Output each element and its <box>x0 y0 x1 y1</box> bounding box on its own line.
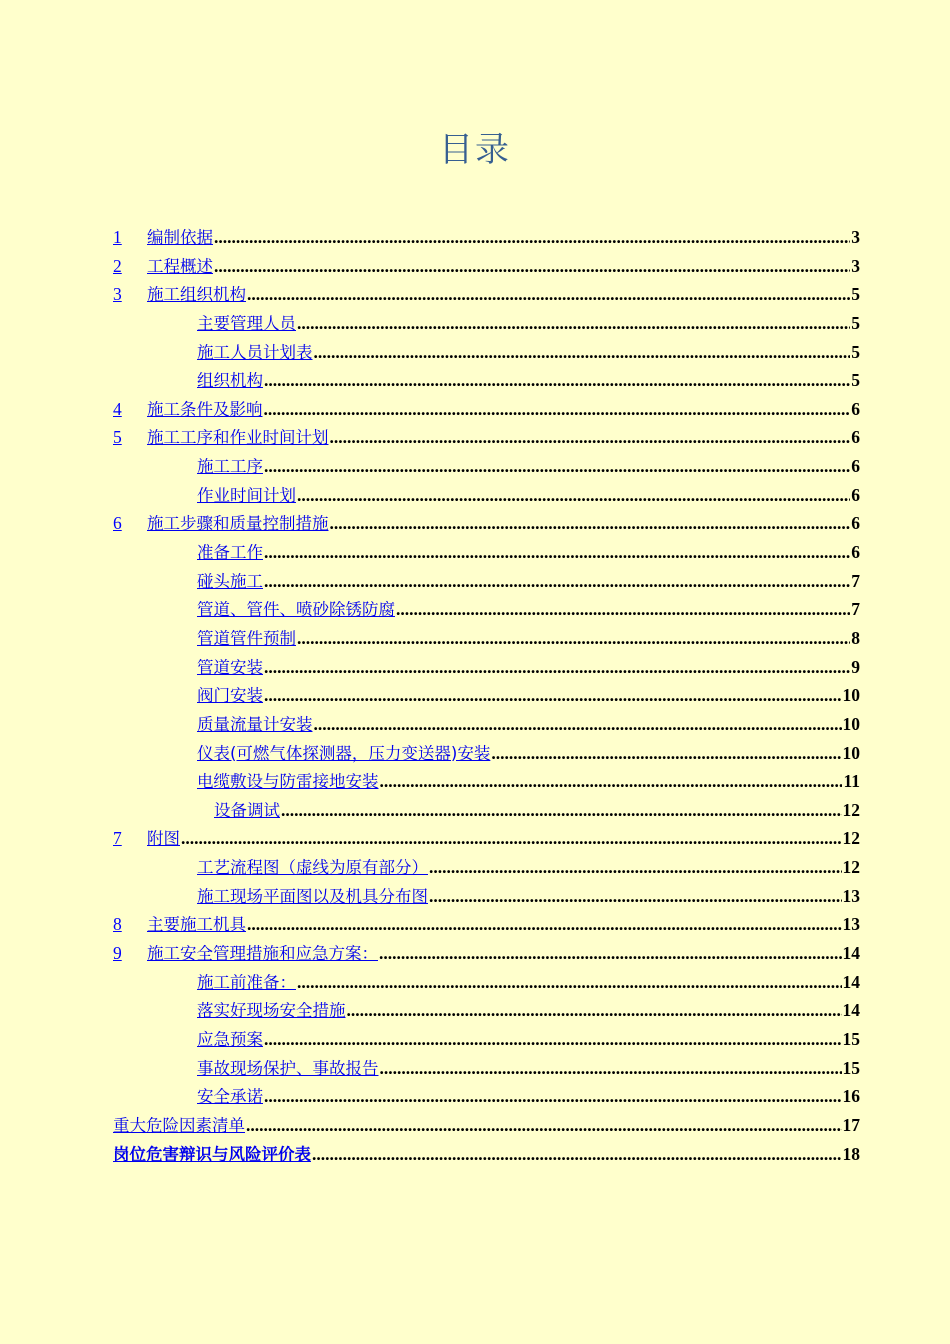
toc-entry-link[interactable]: 施工人员计划表 <box>197 342 313 362</box>
toc-entry[interactable] <box>113 768 860 797</box>
toc-leader-dots <box>429 857 842 878</box>
toc-page-number: 5 <box>851 312 860 333</box>
toc-page-number: 7 <box>851 570 860 591</box>
toc-page-number: 5 <box>851 341 860 362</box>
toc-leader-dots <box>330 427 851 448</box>
toc-entry-number[interactable]: 5 <box>113 427 122 448</box>
toc-leader-dots <box>264 657 850 678</box>
toc-entry-link[interactable]: 施工条件及影响 <box>147 399 263 419</box>
toc-leader-dots <box>347 1000 842 1021</box>
toc-entry[interactable] <box>113 224 860 253</box>
toc-entry-link[interactable]: 碰头施工 <box>197 571 263 591</box>
toc-entry-link[interactable]: 质量流量计安装 <box>197 714 313 734</box>
toc-entry-number[interactable]: 4 <box>113 398 122 419</box>
toc-page-number: 14 <box>842 1000 860 1021</box>
toc-page-number: 14 <box>842 971 860 992</box>
toc-entry-link[interactable]: 重大危险因素清单 <box>113 1115 245 1135</box>
toc-entry[interactable] <box>113 997 860 1026</box>
toc-entry-link[interactable]: 主要施工机具 <box>147 915 246 935</box>
toc-entry-link[interactable]: 组织机构 <box>197 371 263 391</box>
toc-entry[interactable] <box>113 539 860 568</box>
toc-page-number: 17 <box>842 1114 860 1135</box>
toc-entry[interactable] <box>113 253 860 282</box>
toc-entry-link[interactable]: 落实好现场安全措施 <box>197 1001 346 1021</box>
toc-entry-number[interactable]: 9 <box>113 943 122 964</box>
toc-page-number: 10 <box>842 685 860 706</box>
toc-page-number: 14 <box>842 943 860 964</box>
toc-page-number: 6 <box>851 398 860 419</box>
toc-entry[interactable] <box>113 453 860 482</box>
toc-entry[interactable] <box>113 510 860 539</box>
toc-entry-link[interactable]: 施工步骤和质量控制措施 <box>147 514 329 534</box>
toc-page-number: 8 <box>851 627 860 648</box>
toc-entry[interactable] <box>113 854 860 883</box>
toc-entry[interactable] <box>113 940 860 969</box>
toc-entry-link[interactable]: 管道管件预制 <box>197 628 296 648</box>
toc-entry-link[interactable]: 管道、管件、喷砂除锈防腐 <box>197 600 395 620</box>
toc-page-number: 10 <box>842 742 860 763</box>
toc-leader-dots <box>281 800 842 821</box>
toc-leader-dots <box>297 485 850 506</box>
toc-entry-number[interactable]: 8 <box>113 914 122 935</box>
toc-leader-dots <box>264 399 851 420</box>
toc-entry[interactable] <box>113 682 860 711</box>
toc-entry-link[interactable]: 设备调试 <box>214 800 280 820</box>
toc-leader-dots <box>429 886 842 907</box>
toc-page-number: 5 <box>851 284 860 305</box>
toc-entry-link[interactable]: 应急预案 <box>197 1029 263 1049</box>
page-title: 目录 <box>439 130 511 170</box>
toc-entry[interactable] <box>113 396 860 425</box>
toc-entry[interactable] <box>113 825 860 854</box>
toc-entry[interactable] <box>113 339 860 368</box>
toc-leader-dots <box>264 1086 842 1107</box>
toc-entry-link[interactable]: 施工安全管理措施和应急方案： <box>147 944 378 964</box>
toc-leader-dots <box>247 914 842 935</box>
toc-entry[interactable] <box>113 969 860 998</box>
toc-entry-number[interactable]: 6 <box>113 513 122 534</box>
toc-entry-link[interactable]: 施工工序和作业时间计划 <box>147 428 329 448</box>
toc-page-number: 13 <box>842 885 860 906</box>
toc-entry[interactable] <box>113 740 860 769</box>
toc-entry-number[interactable]: 3 <box>113 284 122 305</box>
toc-leader-dots <box>314 342 851 363</box>
toc-page-number: 10 <box>842 713 860 734</box>
toc-entry-link[interactable]: 准备工作 <box>197 543 263 563</box>
toc-leader-dots <box>246 1115 842 1136</box>
toc-entry-number[interactable]: 1 <box>113 227 122 247</box>
toc-entry[interactable] <box>113 883 860 912</box>
toc-leader-dots <box>380 1058 842 1079</box>
toc-page-number: 15 <box>842 1057 860 1078</box>
toc-leader-dots <box>380 771 843 792</box>
toc-entry[interactable] <box>113 654 860 683</box>
toc-entry-link[interactable]: 施工现场平面图以及机具分布图 <box>197 886 428 906</box>
toc-leader-dots <box>396 599 850 620</box>
toc-entry-link[interactable]: 主要管理人员 <box>197 313 296 333</box>
toc-entry[interactable] <box>113 1112 860 1141</box>
toc-entry-link[interactable]: 仪表(可燃气体探测器，压力变送器)安装 <box>197 743 491 763</box>
toc-entry-link[interactable]: 施工工序 <box>197 457 263 477</box>
toc-entry-link[interactable]: 事故现场保护、事故报告 <box>197 1058 379 1078</box>
toc-entry[interactable] <box>113 367 860 396</box>
toc-entry[interactable] <box>113 310 860 339</box>
toc-entry[interactable] <box>113 596 860 625</box>
toc-entry-link[interactable]: 编制依据 <box>147 228 213 247</box>
toc-page-number: 11 <box>843 771 860 792</box>
toc-page-number: 12 <box>842 857 860 878</box>
toc-entry-link[interactable]: 施工前准备： <box>197 972 296 992</box>
toc-page-number: 6 <box>851 427 860 448</box>
toc-entry-link[interactable]: 附图 <box>147 829 180 849</box>
toc-leader-dots <box>264 685 842 706</box>
toc-leader-dots <box>247 284 850 305</box>
toc-entry[interactable] <box>113 281 860 310</box>
toc-leader-dots <box>264 456 850 477</box>
toc-leader-dots <box>214 227 850 248</box>
toc-entry[interactable] <box>113 1055 860 1084</box>
toc-leader-dots <box>330 513 851 534</box>
toc-entry[interactable] <box>113 797 860 826</box>
table-of-contents <box>113 224 860 1169</box>
toc-leader-dots <box>314 714 842 735</box>
toc-entry-number[interactable]: 7 <box>113 828 122 849</box>
toc-leader-dots <box>297 628 850 649</box>
toc-page-number: 5 <box>851 370 860 391</box>
toc-page-number: 18 <box>842 1143 860 1164</box>
toc-entry-link[interactable]: 施工组织机构 <box>147 285 246 305</box>
toc-leader-dots <box>264 571 850 592</box>
toc-entry-link[interactable]: 工程概述 <box>147 256 213 276</box>
toc-page-number: 6 <box>851 484 860 505</box>
toc-page-number: 13 <box>842 914 860 935</box>
toc-leader-dots <box>312 1144 842 1165</box>
toc-leader-dots <box>264 1029 842 1050</box>
toc-page-number: 3 <box>851 227 860 247</box>
toc-leader-dots <box>379 943 842 964</box>
toc-page-number: 9 <box>851 656 860 677</box>
toc-leader-dots <box>297 313 850 334</box>
toc-leader-dots <box>264 370 850 391</box>
toc-entry-link[interactable]: 岗位危害辩识与风险评价表 <box>113 1144 311 1164</box>
toc-leader-dots <box>297 972 842 993</box>
toc-entry-link[interactable]: 阀门安装 <box>197 686 263 706</box>
toc-leader-dots <box>491 743 841 764</box>
toc-entry[interactable] <box>113 911 860 940</box>
toc-entry[interactable] <box>113 424 860 453</box>
toc-entry[interactable] <box>113 1083 860 1112</box>
toc-page-number: 6 <box>851 542 860 563</box>
toc-page-number: 6 <box>851 513 860 534</box>
toc-entry[interactable] <box>113 482 860 511</box>
toc-leader-dots <box>264 542 850 563</box>
toc-entry-link[interactable]: 作业时间计划 <box>197 485 296 505</box>
toc-entry[interactable] <box>113 711 860 740</box>
toc-entry-number[interactable]: 2 <box>113 255 122 276</box>
toc-entry[interactable] <box>113 568 860 597</box>
toc-page-number: 6 <box>851 456 860 477</box>
toc-page-number: 15 <box>842 1028 860 1049</box>
toc-entry-link[interactable]: 管道安装 <box>197 657 263 677</box>
toc-entry[interactable] <box>113 625 860 654</box>
toc-page-number: 7 <box>851 599 860 620</box>
toc-leader-dots <box>214 256 850 277</box>
toc-page-number: 12 <box>842 799 860 820</box>
toc-entry-link[interactable]: 电缆敷设与防雷接地安装 <box>197 772 379 792</box>
toc-entry[interactable] <box>113 1141 860 1170</box>
toc-entry-link[interactable]: 工艺流程图（虚线为原有部分） <box>197 858 428 878</box>
toc-page-number: 16 <box>842 1086 860 1107</box>
toc-leader-dots <box>181 828 842 849</box>
toc-page-number: 12 <box>842 828 860 849</box>
toc-page-number: 3 <box>851 255 860 276</box>
toc-entry-link[interactable]: 安全承诺 <box>197 1087 263 1107</box>
toc-entry[interactable] <box>113 1026 860 1055</box>
